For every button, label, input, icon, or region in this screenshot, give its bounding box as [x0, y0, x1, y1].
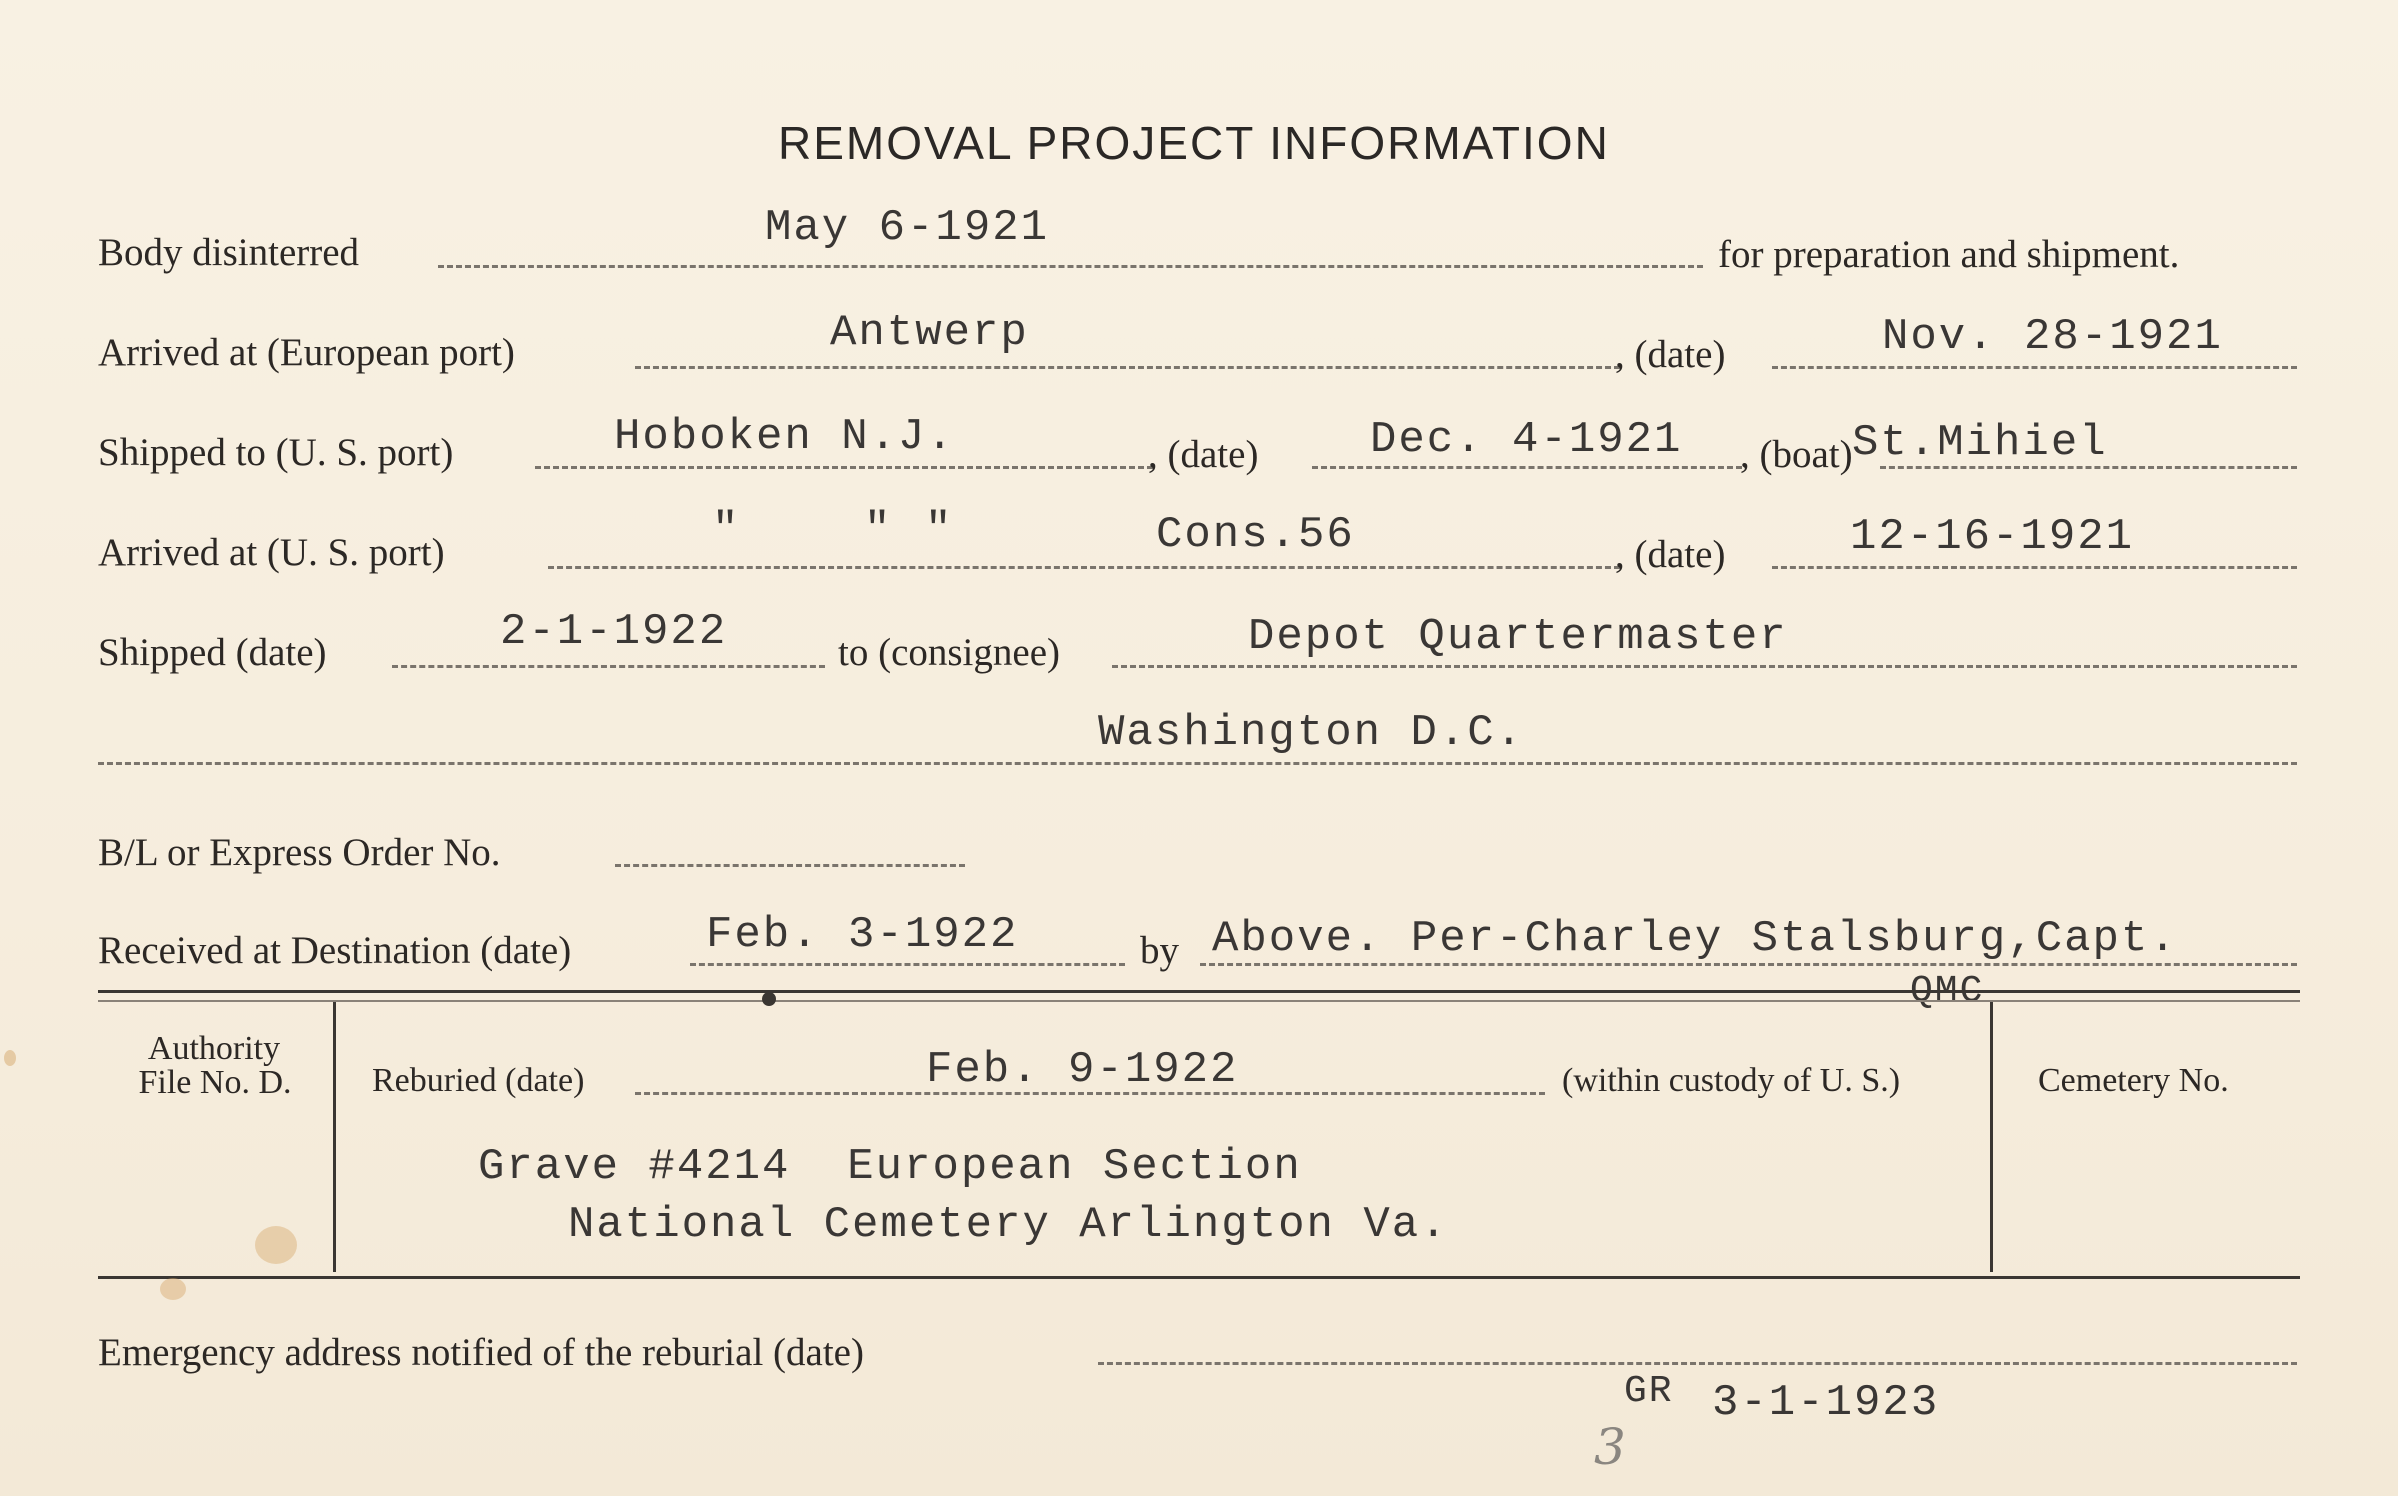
stain-spot-1 [255, 1226, 297, 1264]
consignee-value: Depot Quartermaster [1248, 612, 1788, 662]
arrived-european-date-line [1772, 366, 2297, 369]
shipped-us-boat-label: , (boat) [1740, 433, 1853, 476]
shipped-date-label: Shipped (date) [98, 631, 327, 674]
ditto-mark-3: " [925, 505, 954, 555]
shipped-date-line [392, 665, 825, 668]
received-value: Feb. 3-1922 [706, 910, 1019, 960]
arrived-european-line [635, 366, 1620, 369]
arrived-us-date-label: , (date) [1615, 533, 1726, 576]
shipped-us-value: Hoboken N.J. [614, 412, 955, 462]
consignee-value-line2: Washington D.C. [1098, 708, 1525, 758]
shipped-us-date-value: Dec. 4-1921 [1370, 415, 1683, 465]
ditto-mark-2: " [864, 505, 893, 555]
arrived-european-label: Arrived at (European port) [98, 331, 515, 374]
body-disinterred-value: May 6-1921 [765, 203, 1050, 253]
arrived-european-value: Antwerp [830, 308, 1029, 358]
body-disinterred-label: Body disinterred [98, 231, 360, 274]
reburied-suffix: (within custody of U. S.) [1562, 1062, 1901, 1099]
stain-spot-2 [160, 1278, 186, 1300]
reburied-value: Feb. 9-1922 [926, 1045, 1239, 1095]
received-label: Received at Destination (date) [98, 929, 572, 972]
arrived-european-date-label: , (date) [1615, 333, 1726, 376]
grave-line-2: National Cemetery Arlington Va. [568, 1200, 1449, 1250]
stamp-date: 3-1-1923 [1712, 1378, 1940, 1428]
arrived-european-date-value: Nov. 28-1921 [1882, 312, 2223, 362]
card-title: REMOVAL PROJECT INFORMATION [778, 117, 1610, 169]
reburied-label: Reburied (date) [372, 1062, 585, 1099]
shipped-us-boat-value: St.Mihiel [1852, 418, 2108, 468]
box-divider-left [333, 1002, 336, 1272]
shipped-us-label: Shipped to (U. S. port) [98, 431, 454, 474]
arrived-us-value: Cons.56 [1156, 510, 1355, 560]
received-line [690, 963, 1125, 966]
box-top-rule [98, 990, 2300, 993]
received-by-sub: QMC [1910, 970, 1985, 1013]
stain-spot-3 [4, 1050, 16, 1066]
stamp-initials: GR [1624, 1370, 1674, 1413]
authority-label-1: Authority [147, 1030, 281, 1067]
bl-order-label: B/L or Express Order No. [98, 831, 501, 874]
consignee-label: to (consignee) [838, 631, 1061, 674]
shipped-us-date-label: , (date) [1148, 433, 1259, 476]
bl-order-line [615, 864, 965, 867]
box-top-rule-2 [98, 1000, 2300, 1002]
shipped-us-line [535, 466, 1153, 469]
box-bottom-rule [98, 1276, 2300, 1279]
emergency-label: Emergency address notified of the reburial (date) [98, 1331, 864, 1374]
box-divider-right [1990, 1002, 1993, 1272]
ink-speck [762, 992, 776, 1006]
consignee-line-2 [98, 762, 2297, 765]
body-disinterred-suffix: for preparation and shipment. [1718, 233, 2180, 276]
received-by-value: Above. Per-Charley Stalsburg,Capt. [1212, 914, 2178, 964]
authority-label-2: File No. D. [138, 1064, 292, 1101]
arrived-us-line [548, 566, 1620, 569]
grave-line-1: Grave #4214 European Section [478, 1142, 1302, 1192]
arrived-us-label: Arrived at (U. S. port) [98, 531, 445, 574]
body-disinterred-line [438, 265, 1703, 268]
received-by-label: by [1140, 929, 1179, 972]
shipped-date-value: 2-1-1922 [500, 607, 728, 657]
shipped-us-date-line [1312, 466, 1742, 469]
pencil-mark: 3 [1594, 1418, 1626, 1476]
consignee-line [1112, 665, 2297, 668]
arrived-us-date-line [1772, 566, 2297, 569]
ditto-mark-1: " [712, 505, 741, 555]
cemetery-no-label: Cemetery No. [2038, 1062, 2229, 1099]
emergency-line [1098, 1362, 2297, 1365]
arrived-us-date-value: 12-16-1921 [1850, 512, 2135, 562]
